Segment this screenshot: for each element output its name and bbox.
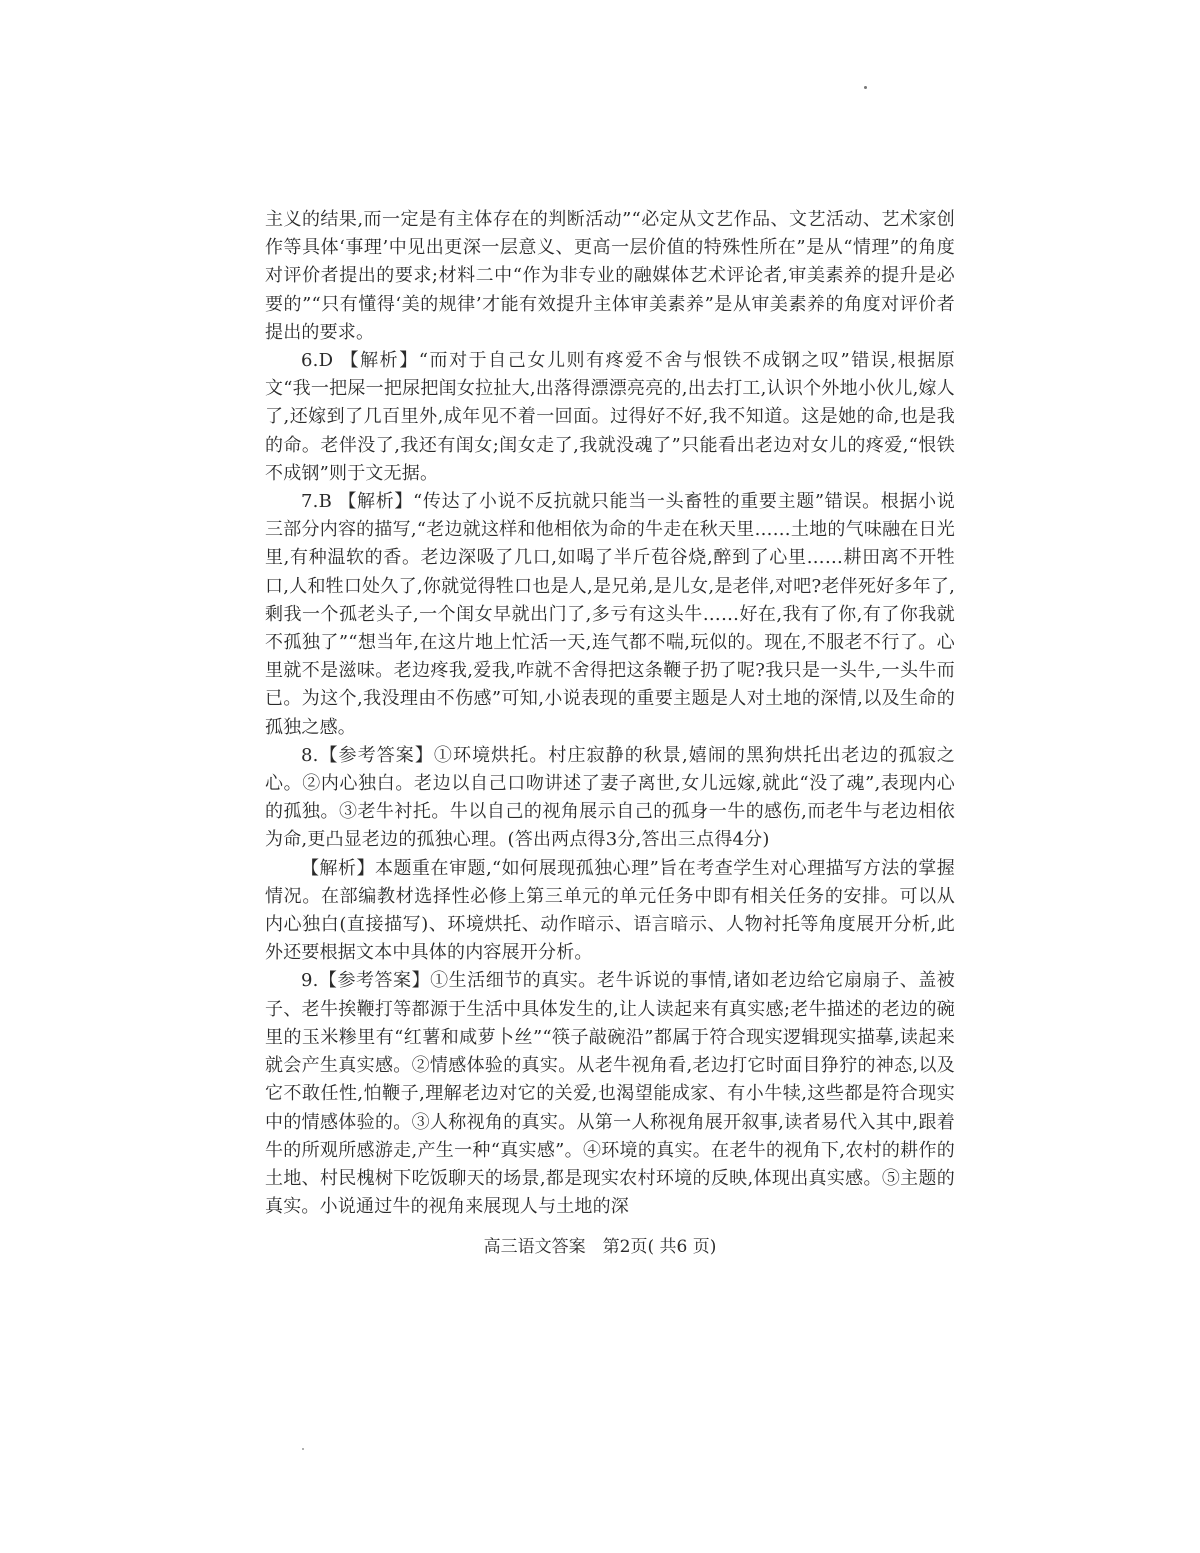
answer-document (265, 206, 955, 1221)
scan-speck (302, 1448, 304, 1450)
page-footer: 高三语文答案 第2页( 共6 页) (483, 1237, 717, 1257)
answer-8-reference: 8.【参考答案】①环境烘托。村庄寂静的秋景,嬉闹的黑狗烘托出老边的孤寂之心。②内心独白。老边以自己口吻讲述了妻子离世,女儿远嫁,就此“没了魂”,表现内心的孤独。③老牛衬托。牛以自己的视角展示自己的孤身一牛的感伤,而老牛与老边相依为命,更凸显老边的孤独心理。(答出两点得3分,答出三点得4分) (265, 744, 955, 851)
answer-6: 6.D 【解析】“而对于自己女儿则有疼爱不舍与恨铁不成钢之叹”错误,根据原文“我一把屎一把尿把闺女拉扯大,出落得漂漂亮亮的,出去打工,认识个外地小伙儿,嫁人了,还嫁到了几百里外,成年见不着一回面。过得好不好,我不知道。这是她的命,也是我的命。老伴没了,我还有闺女;闺女走了,我就没魂了”只能看出老边对女儿的疼爱,“恨铁不成钢”则于文无据。 (265, 350, 955, 484)
paragraph-continuation: 主义的结果,而一定是有主体存在的判断活动”“必定从文艺作品、文艺活动、艺术家创作等具体‘事理’中见出更深一层意义、更高一层价值的特殊性所在”是从“情理”的角度对评价者提出的要求;材料二中“作为非专业的融媒体艺术评论者,审美素养的提升是必要的”“只有懂得‘美的规律’才能有效提升主体审美素养”是从审美素养的角度对评价者提出的要求。 (265, 209, 955, 343)
answer-7: 7.B 【解析】“传达了小说不反抗就只能当一头畜牲的重要主题”错误。根据小说三部分内容的描写,“老边就这样和他相依为命的牛走在秋天里……土地的气味融在日光里,有种温软的香。老边深吸了几口,如喝了半斤苞谷烧,醉到了心里……耕田离不开牲口,人和牲口处久了,你就觉得牲口也是人,是兄弟,是儿女,是老伴,对吧?老伴死好多年了,剩我一个孤老头子,一个闺女早就出门了,多亏有这头牛……好在,我有了你,有了你我就不孤独了”“想当年,在这片地上忙活一天,连气都不喘,玩似的。现在,不服老不行了。心里就不是滋味。老边疼我,爱我,咋就不舍得把这条鞭子扔了呢?我只是一头牛,一头牛而已。为这个,我没理由不伤感”可知,小说表现的重要主题是人对土地的深情,以及生命的孤独之感。 (265, 491, 955, 738)
scan-speck (864, 86, 867, 89)
answer-9-reference: 9.【参考答案】①生活细节的真实。老牛诉说的事情,诸如老边给它扇扇子、盖被子、老牛挨鞭打等都源于生活中具体发生的,让人读起来有真实感;老牛描述的老边的碗里的玉米糁里有“红薯和咸萝卜丝”“筷子敲碗沿”都属于符合现实逻辑现实描摹,读起来就会产生真实感。②情感体验的真实。从老牛视角看,老边打它时面目狰狞的神态,以及它不敢任性,怕鞭子,理解老边对它的关爱,也渴望能成家、有小牛犊,这些都是符合现实中的情感体验的。③人称视角的真实。从第一人称视角展开叙事,读者易代入其中,跟着牛的所观所感游走,产生一种“真实感”。④环境的真实。在老牛的视角下,农村的耕作的土地、村民槐树下吃饭聊天的场景,都是现实农村环境的反映,体现出真实感。⑤主题的真实。小说通过牛的视角来展现人与土地的深 (265, 970, 955, 1218)
answer-8-analysis: 【解析】本题重在审题,“如何展现孤独心理”旨在考查学生对心理描写方法的掌握情况。在部编教材选择性必修上第三单元的单元任务中即有相关任务的安排。可以从内心独白(直接描写)、环境烘托、动作暗示、语言暗示、人物衬托等角度展开分析,此外还要根据文本中具体的内容展开分析。 (265, 857, 955, 964)
